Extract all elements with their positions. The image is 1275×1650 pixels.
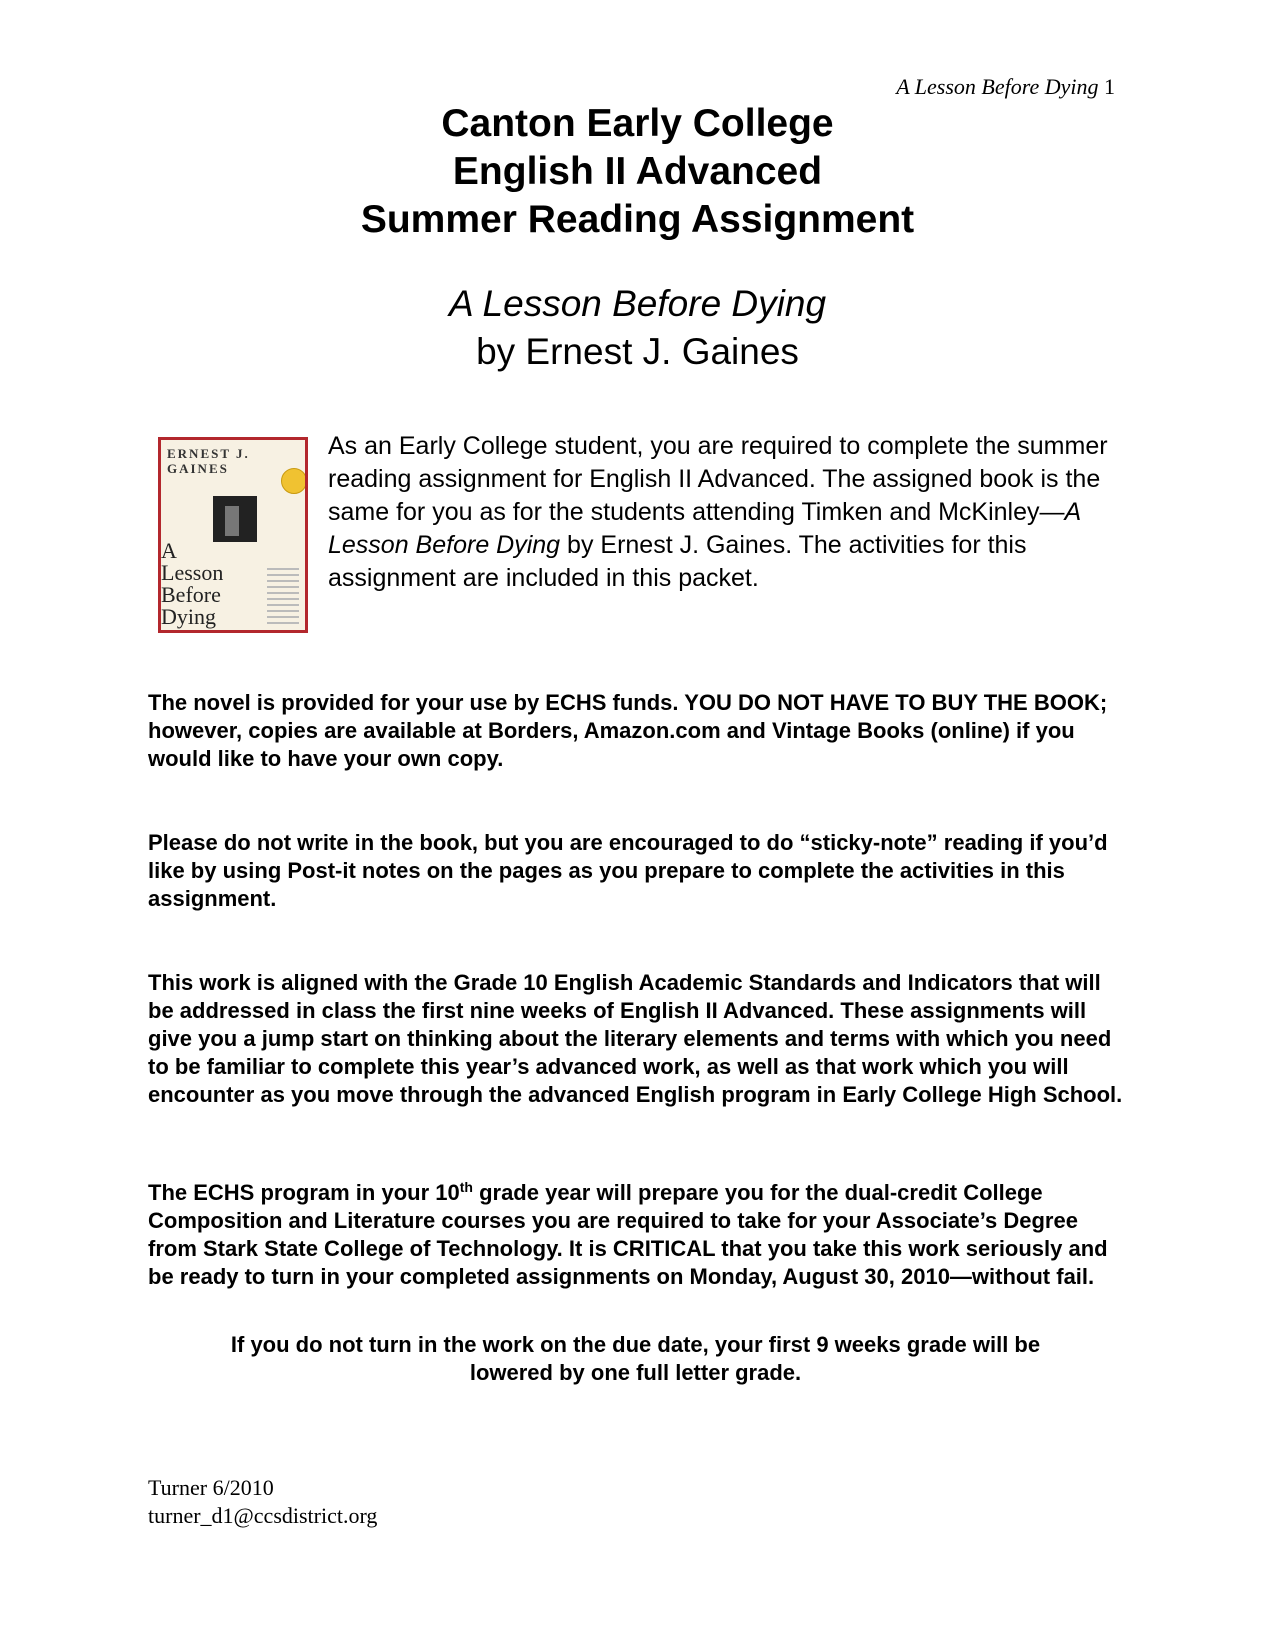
warning-line: If you do not turn in the work on the due date, your first 9 weeks grade will be [230, 1332, 1041, 1357]
cover-text-lines [267, 568, 299, 626]
cover-title-line: Lesson [161, 560, 224, 585]
intro-text: As an Early College student, you are required to complete the summer reading assignment for English II Advanced. The assigned book is the same for you as for the students attending Timken and McKinley— [328, 432, 1108, 526]
cover-title [161, 540, 223, 628]
cover-seal-icon [281, 468, 307, 494]
paragraph-text: The ECHS program in your 10 [148, 1180, 460, 1205]
book-title: A Lesson Before Dying [448, 283, 827, 324]
footer [148, 1474, 377, 1530]
paragraph-sticky-notes: Please do not write in the book, but you are encouraged to do “sticky-note” reading if you’d like by using Post-it notes on the pages as you prepare to complete the activities in this assignment. [148, 830, 1108, 911]
footer-email: turner_d1@ccsdistrict.org [148, 1503, 378, 1528]
warning-line: lowered by one full letter grade. [469, 1360, 802, 1385]
cover-title-line: Dying [161, 604, 216, 629]
page-number: 1 [1104, 74, 1115, 99]
book-byline: by Ernest J. Gaines [476, 331, 799, 372]
title-line-course: English II Advanced [452, 150, 823, 193]
paragraph-book-provided: The novel is provided for your use by ECHS funds. YOU DO NOT HAVE TO BUY THE BOOK; however, copies are available at Borders, Amazon.com and Vintage Books (online) if you would like to have your own copy. [148, 690, 1108, 771]
running-header-title: A Lesson Before Dying [896, 74, 1099, 99]
paragraph-echs-program [148, 1179, 1123, 1291]
cover-author: ERNEST J. GAINES [167, 446, 250, 476]
title-line-assignment: Summer Reading Assignment [360, 198, 915, 241]
running-header [896, 74, 1115, 100]
paragraph-text: grade year will prepare you for the dual-credit College Composition and Literature courses you are required to take for your Associate’s Degree from Stark State College of Technology. It is CRITICAL that you take this work seriously and be ready to turn in your completed assignments on Monday, August 30, 2010—without fail. [148, 1180, 1108, 1289]
title-line-school: Canton Early College [441, 102, 834, 145]
superscript: th [459, 1179, 473, 1195]
footer-author-date: Turner 6/2010 [148, 1475, 274, 1500]
intro-text: by Ernest J. Gaines. The activities for this assignment are included in this packet. [328, 531, 1027, 592]
paragraph-standards: This work is aligned with the Grade 10 English Academic Standards and Indicators that will be addressed in class the first nine weeks of English II Advanced. These assignments will give you a jump start on thinking about the literary elements and terms with which you need to be familiar to complete this year’s advanced work, as well as that work which you will encounter as you move through the advanced English program in Early College High School. [148, 970, 1123, 1107]
book-cover-image [158, 437, 308, 633]
book-heading [0, 280, 1275, 376]
paragraph-due-date-warning [148, 1331, 1123, 1387]
cover-title-line: Before [161, 582, 221, 607]
intro-paragraph [328, 430, 1118, 595]
cover-photo [213, 496, 257, 542]
intro-book-title: A Lesson Before Dying [328, 498, 1081, 559]
cover-title-line: A [161, 538, 177, 563]
document-title [0, 100, 1275, 244]
